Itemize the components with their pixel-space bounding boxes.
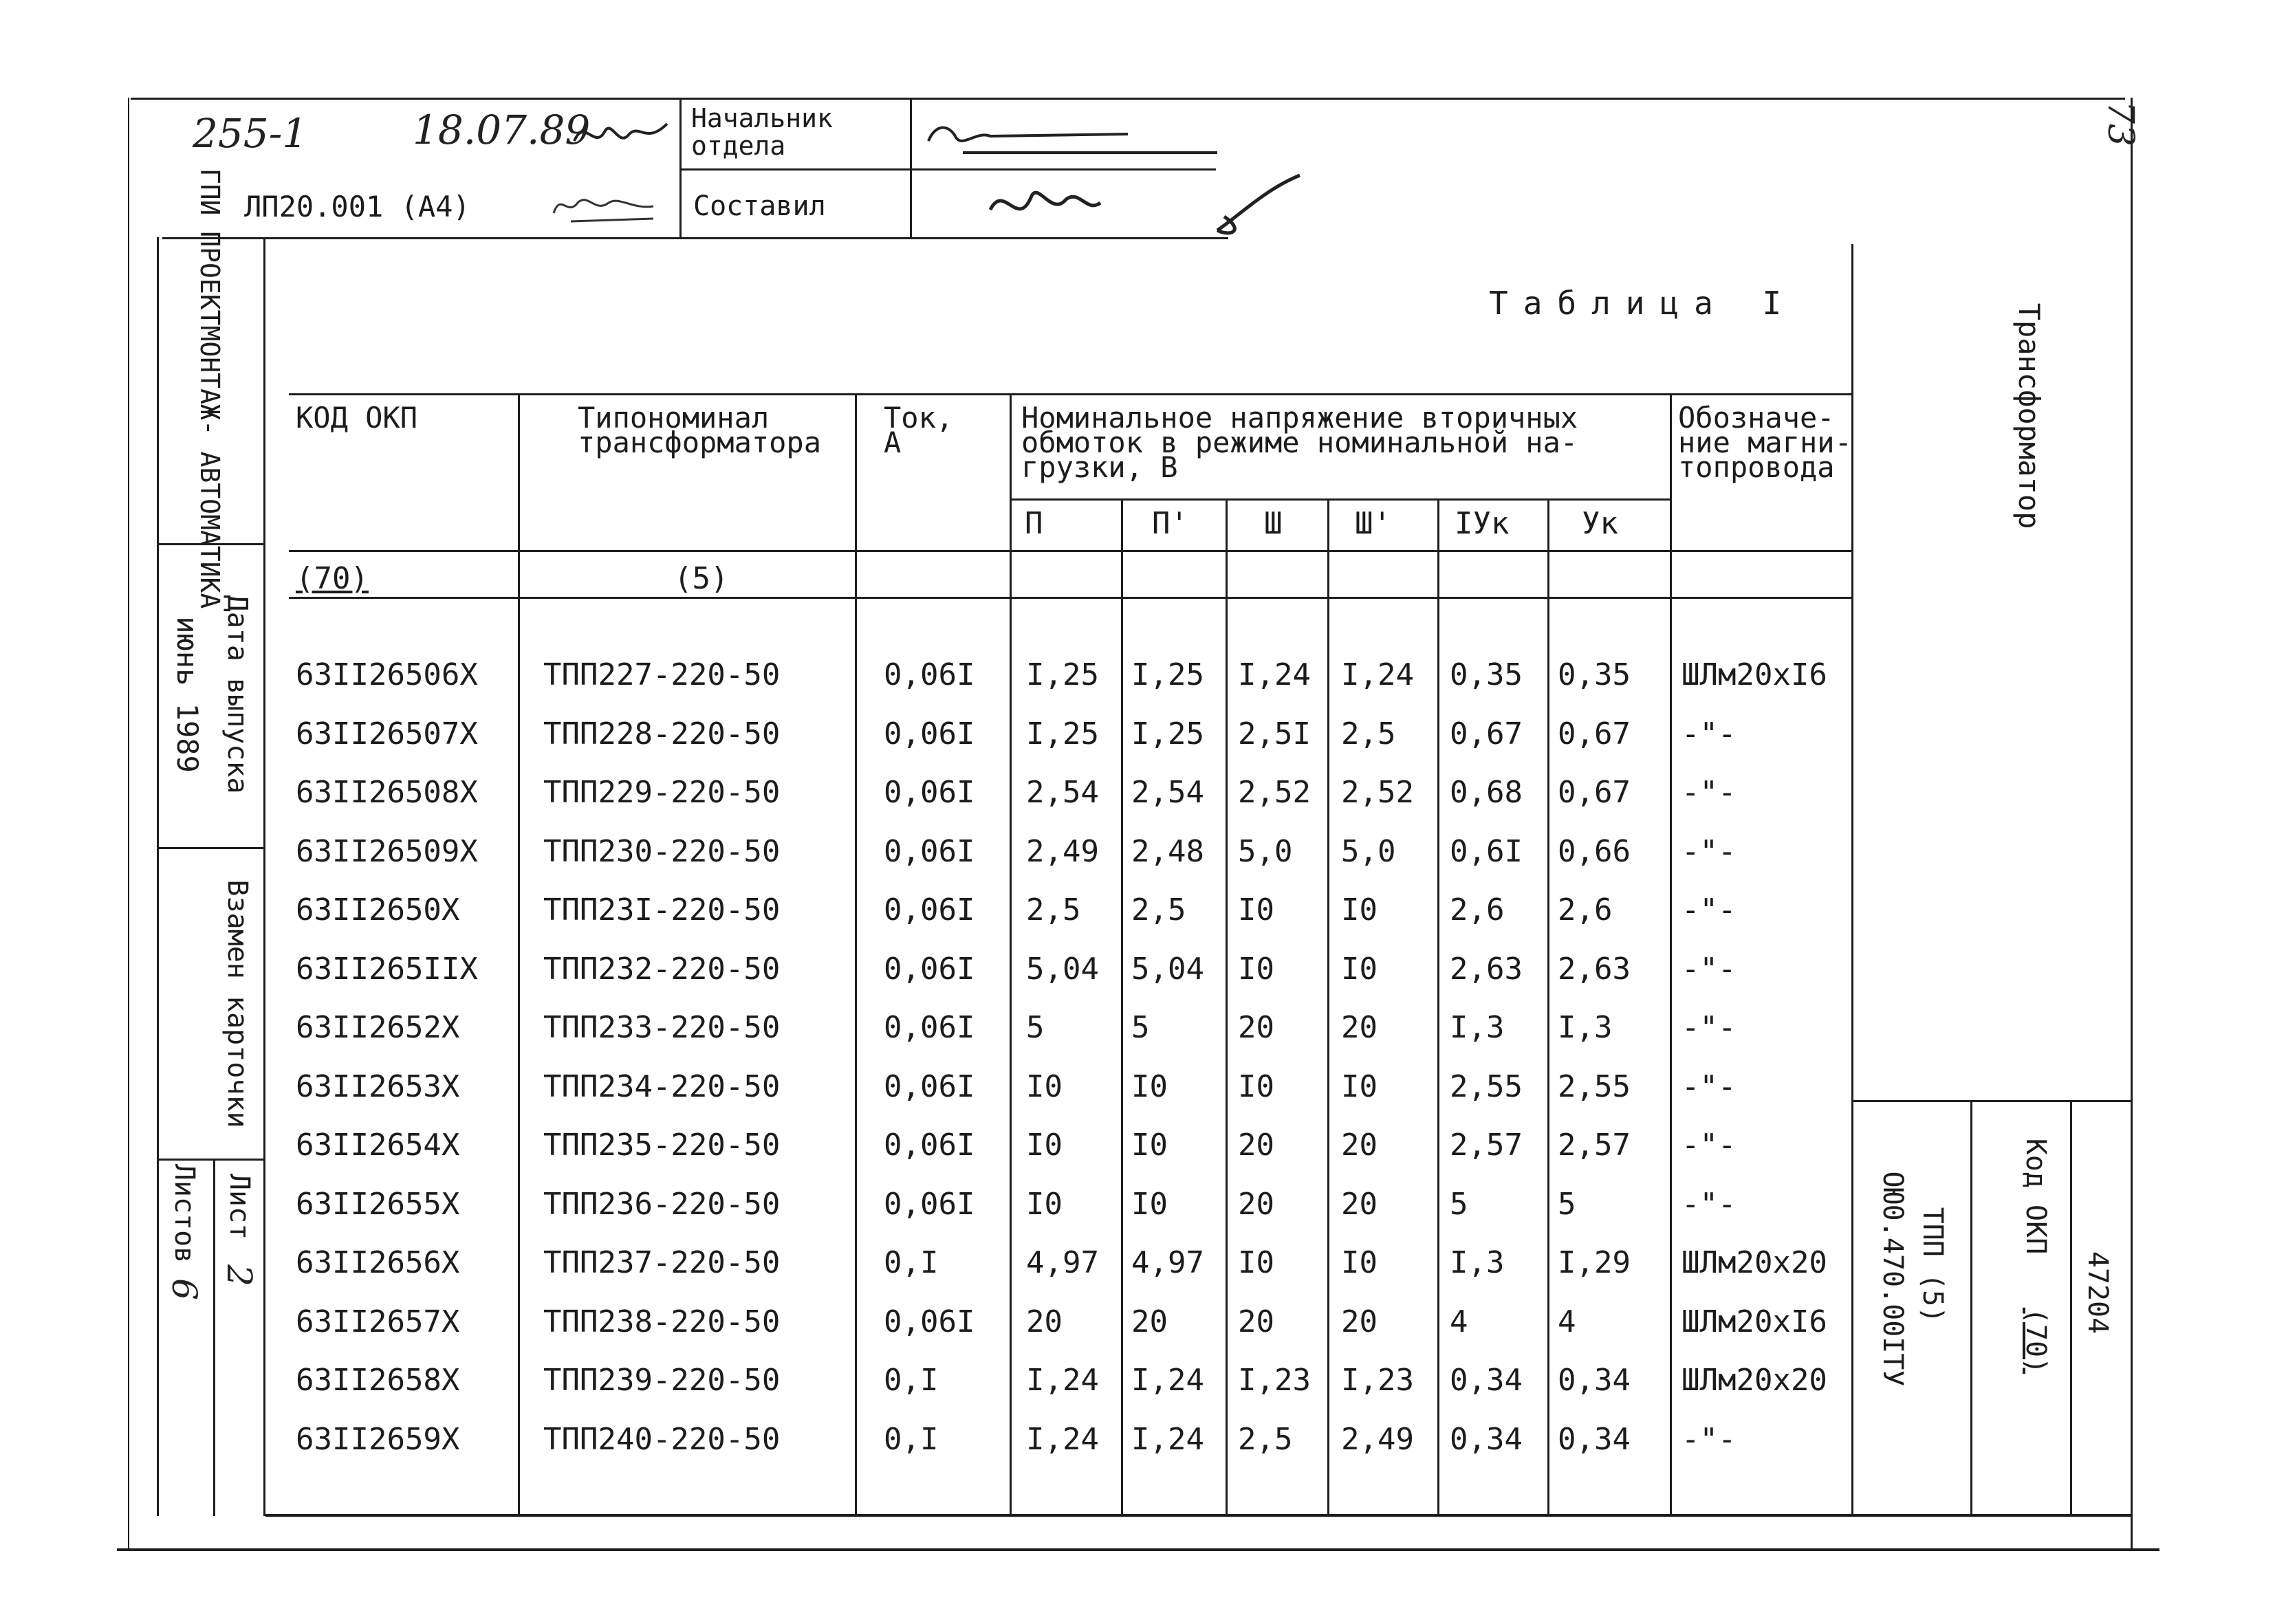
table-cell: I0 [1026, 1068, 1063, 1104]
table-cell: 2,5 [1238, 1421, 1293, 1457]
table-cell: 0,67 [1450, 716, 1523, 751]
right-panel-divider [1851, 1100, 2131, 1102]
signature-author [977, 168, 1320, 251]
sheets-label: Листов [168, 1163, 200, 1264]
table-cell: 20 [1341, 1010, 1378, 1045]
table-cell: ТПП227-220-50 [543, 657, 781, 692]
table-cell: 63II2650X [296, 892, 460, 928]
table-cell: ТПП235-220-50 [543, 1128, 781, 1163]
sidebar-outer-right [263, 237, 265, 1516]
right-panel-v1 [1970, 1100, 1972, 1516]
table-cell: 63II26509X [296, 833, 478, 869]
table-cell: 2,49 [1341, 1421, 1414, 1457]
table-cell: I,24 [1341, 657, 1414, 692]
table-cell: 2,6 [1450, 892, 1505, 928]
table-cell: 0,06I [884, 833, 975, 869]
table-cell: I0 [1238, 892, 1274, 928]
spec-line-2: ОЮ0.470.00IТУ [1877, 1171, 1908, 1387]
table-cell: I0 [1341, 1245, 1378, 1280]
page-number: 73 [2100, 100, 2142, 147]
subheader-uk: Ук [1582, 506, 1618, 541]
col-line-type [518, 393, 520, 1514]
table-cell: I0 [1238, 1245, 1274, 1280]
table-cell: 2,52 [1341, 775, 1414, 810]
table-cell: -"- [1681, 1186, 1737, 1222]
sheet-label: Лист [224, 1173, 255, 1240]
table-cell: 0,06I [884, 1128, 975, 1163]
table-cell: 5 [1558, 1186, 1576, 1222]
table-cell: 4 [1450, 1304, 1468, 1339]
table-cell: I,29 [1558, 1245, 1631, 1280]
table-cell: 5 [1450, 1186, 1468, 1222]
subheader-sh-prime: Ш' [1355, 506, 1391, 541]
table-cell: 63II26507X [296, 716, 478, 751]
table-cell: 2,63 [1558, 951, 1631, 987]
handwritten-initials [550, 186, 660, 227]
table-cell: 2,6 [1558, 892, 1613, 928]
sidebar-outer-left [157, 237, 159, 1516]
table-cell: 5,0 [1341, 833, 1396, 869]
table-cell: I0 [1341, 892, 1378, 928]
table-cell: I,25 [1026, 716, 1099, 751]
issue-date-label: Дата выпуска [221, 595, 253, 794]
table-cell: 63II2656X [296, 1245, 460, 1280]
table-cell: I,24 [1131, 1421, 1204, 1457]
col-line-p2 [1121, 498, 1123, 1514]
table-cell: I,24 [1131, 1363, 1204, 1398]
table-header-bottom [289, 550, 1851, 552]
table-cell: 0,35 [1558, 657, 1631, 692]
org-name: ГПИ ПРОЕКТМОНТАЖ- АВТОМАТИКА [195, 168, 225, 609]
subheader-sh: Ш [1264, 506, 1283, 541]
header-code: КОД ОКП [296, 401, 418, 435]
table-cell: -"- [1681, 1068, 1737, 1104]
table-cell: ШЛм20хI6 [1681, 1304, 1827, 1339]
table-cell: 0,66 [1558, 833, 1631, 869]
table-cell: 2,5 [1026, 892, 1081, 928]
table-cell: 63II2655X [296, 1186, 460, 1222]
col-line-sh2 [1327, 498, 1329, 1514]
table-cell: ТПП229-220-50 [543, 775, 781, 810]
table-cell: 0,06I [884, 1186, 975, 1222]
table-cell: 20 [1131, 1304, 1168, 1339]
table-cell: 2,54 [1026, 775, 1099, 810]
table-cell: ТПП233-220-50 [543, 1010, 781, 1045]
table-cell: -"- [1681, 892, 1737, 928]
table-cell: 63II2657X [296, 1304, 460, 1339]
col-line-current [855, 393, 857, 1514]
table-cell: 2,55 [1558, 1068, 1631, 1104]
table-cell: I,24 [1238, 657, 1311, 692]
table-cell: 0,06I [884, 1010, 975, 1045]
col-line-iuk [1437, 498, 1439, 1514]
table-cell: 0,34 [1558, 1363, 1631, 1398]
replaces-label: Взамен карточки [221, 879, 253, 1128]
table-cell: 0,06I [884, 716, 975, 751]
frame-top-line [131, 98, 2125, 100]
role-head-label: Начальник отдела [691, 103, 833, 161]
table-cell: 20 [1341, 1186, 1378, 1222]
table-cell: ТПП230-220-50 [543, 833, 781, 869]
table-cell: I,23 [1238, 1363, 1311, 1398]
table-codes-bottom [289, 597, 1851, 599]
table-cell: 2,57 [1558, 1128, 1631, 1163]
col-line-p [1010, 393, 1012, 1514]
table-cell: 0,35 [1450, 657, 1523, 692]
table-cell: I0 [1238, 1068, 1274, 1104]
frame-right-line [2131, 98, 2133, 1550]
table-subhead-line [1010, 498, 1670, 501]
table-cell: 2,5 [1131, 892, 1186, 928]
table-cell: 20 [1341, 1304, 1378, 1339]
table-title: Таблица I [1489, 285, 1797, 322]
table-cell: 5,0 [1238, 833, 1293, 869]
handwritten-signature-date [571, 110, 674, 158]
table-cell: 0,I [884, 1245, 939, 1280]
header-voltage: Номинальное напряжение вторичных обмоток в режиме номинальной на- грузки, В [1021, 401, 1578, 484]
table-cell: 20 [1238, 1186, 1274, 1222]
table-cell: -"- [1681, 716, 1737, 751]
table-cell: I,3 [1450, 1010, 1505, 1045]
table-cell: 63II2659X [296, 1421, 460, 1457]
table-cell: I,24 [1026, 1363, 1099, 1398]
header-current: Ток, А [884, 401, 954, 459]
table-cell: 20 [1341, 1128, 1378, 1163]
table-cell: ШЛм20хI6 [1681, 657, 1827, 692]
header-core: Обозначе- ние магни- топровода [1678, 401, 1852, 484]
table-cell: I,25 [1026, 657, 1099, 692]
table-cell: ТПП236-220-50 [543, 1186, 781, 1222]
table-cell: 2,55 [1450, 1068, 1523, 1104]
frame-left-line [128, 98, 129, 1548]
doc-code: ЛП20.001 (А4) [244, 190, 470, 223]
table-cell: 0,06I [884, 657, 975, 692]
table-cell: I0 [1131, 1068, 1168, 1104]
table-cell: 2,63 [1450, 951, 1523, 987]
table-cell: ТПП239-220-50 [543, 1363, 781, 1398]
table-cell: I0 [1131, 1186, 1168, 1222]
table-cell: 2,5 [1341, 716, 1396, 751]
table-cell: I0 [1341, 1068, 1378, 1104]
col-line-core [1670, 393, 1672, 1514]
table-cell: 0,06I [884, 951, 975, 987]
table-cell: 0,34 [1558, 1421, 1631, 1457]
codes-row-type: (5) [674, 561, 729, 596]
handwritten-number: 255-1 [193, 110, 308, 157]
table-cell: 5 [1026, 1010, 1045, 1045]
spec-line-1: ТПП (5) [1917, 1207, 1948, 1324]
subheader-iuk: IУк [1455, 506, 1510, 541]
table-cell: 20 [1238, 1304, 1274, 1339]
col-line-sh [1226, 498, 1228, 1514]
table-title-bottom [289, 393, 1851, 395]
table-cell: 0,34 [1450, 1363, 1523, 1398]
table-cell: I,24 [1026, 1421, 1099, 1457]
table-cell: 63II2652X [296, 1010, 460, 1045]
table-cell: -"- [1681, 775, 1737, 810]
table-cell: -"- [1681, 1010, 1737, 1045]
subheader-p-prime: П' [1152, 506, 1188, 541]
table-cell: 0,06I [884, 775, 975, 810]
table-cell: I,3 [1558, 1010, 1613, 1045]
table-cell: I0 [1026, 1186, 1063, 1222]
table-cell: -"- [1681, 1128, 1737, 1163]
table-cell: I,25 [1131, 657, 1204, 692]
table-cell: 0,34 [1450, 1421, 1523, 1457]
handwritten-date: 18.07.89 [413, 107, 591, 153]
table-cell: 0,6I [1450, 833, 1523, 869]
table-cell: ТПП232-220-50 [543, 951, 781, 987]
table-cell: -"- [1681, 951, 1737, 987]
col-line-uk [1547, 498, 1549, 1514]
table-cell: I0 [1341, 951, 1378, 987]
table-cell: 63II2654X [296, 1128, 460, 1163]
signature-head [922, 110, 1224, 165]
issue-date-value: июнь 1989 [171, 616, 204, 773]
table-cell: -"- [1681, 833, 1737, 869]
sidebar-split-v [213, 1159, 215, 1516]
table-cell: 20 [1026, 1304, 1063, 1339]
okp-label: Код ОКП [2020, 1138, 2051, 1255]
frame-bottom-line [117, 1548, 2159, 1551]
table-cell: 0,06I [884, 892, 975, 928]
table-cell: 63II2658X [296, 1363, 460, 1398]
subheader-p: П [1025, 506, 1043, 541]
table-cell: I,25 [1131, 716, 1204, 751]
table-cell: 2,49 [1026, 833, 1099, 869]
table-cell: 2,5I [1238, 716, 1311, 751]
table-cell: 5,04 [1131, 951, 1204, 987]
table-cell: 0,06I [884, 1068, 975, 1104]
table-cell: 2,57 [1450, 1128, 1523, 1163]
table-cell: I,23 [1341, 1363, 1414, 1398]
table-cell: I0 [1238, 951, 1274, 987]
table-cell: ТПП228-220-50 [543, 716, 781, 751]
table-cell: 0,67 [1558, 775, 1631, 810]
table-cell: 63II2653X [296, 1068, 460, 1104]
okp-value: 47204 [2082, 1251, 2113, 1335]
sidebar-sep-3 [157, 1159, 265, 1161]
table-cell: ТПП237-220-50 [543, 1245, 781, 1280]
table-cell: 20 [1238, 1010, 1274, 1045]
table-cell: 0,I [884, 1363, 939, 1398]
okp-code: (70) [2020, 1307, 2051, 1374]
codes-row-code: (70) [296, 561, 369, 596]
table-cell: 4,97 [1131, 1245, 1204, 1280]
table-cell: I0 [1131, 1128, 1168, 1163]
table-cell: 63II26506X [296, 657, 478, 692]
table-cell: ТПП238-220-50 [543, 1304, 781, 1339]
table-cell: 4 [1558, 1304, 1576, 1339]
table-cell: 2,54 [1131, 775, 1204, 810]
table-cell: 0,06I [884, 1304, 975, 1339]
sheet-value: 2 [219, 1264, 259, 1286]
header-type: Типономинал трансформатора [578, 401, 822, 459]
product-name: Трансформатор [2012, 303, 2046, 529]
table-cell: 63II265IIX [296, 951, 478, 987]
table-cell: 2,52 [1238, 775, 1311, 810]
table-cell: 0,I [884, 1421, 939, 1457]
table-cell: ШЛм20х20 [1681, 1245, 1827, 1280]
table-cell: -"- [1681, 1421, 1737, 1457]
table-cell: 0,67 [1558, 716, 1631, 751]
table-cell: ТПП234-220-50 [543, 1068, 781, 1104]
table-cell: ТПП240-220-50 [543, 1421, 781, 1457]
table-cell: 5 [1131, 1010, 1150, 1045]
sheets-value: 6 [164, 1278, 204, 1300]
table-cell: 5,04 [1026, 951, 1099, 987]
table-cell: I0 [1026, 1128, 1063, 1163]
table-cell: 4,97 [1026, 1245, 1099, 1280]
table-cell: I,3 [1450, 1245, 1505, 1280]
table-cell: ТПП23I-220-50 [543, 892, 781, 928]
table-cell: 63II26508X [296, 775, 478, 810]
table-cell: ШЛм20х20 [1681, 1363, 1827, 1398]
right-panel-v2 [2070, 1100, 2072, 1516]
role-author-label: Составил [693, 190, 826, 222]
table-cell: 20 [1238, 1128, 1274, 1163]
table-cell: 2,48 [1131, 833, 1204, 869]
table-cell: 0,68 [1450, 775, 1523, 810]
sidebar-sep-2 [157, 847, 265, 849]
